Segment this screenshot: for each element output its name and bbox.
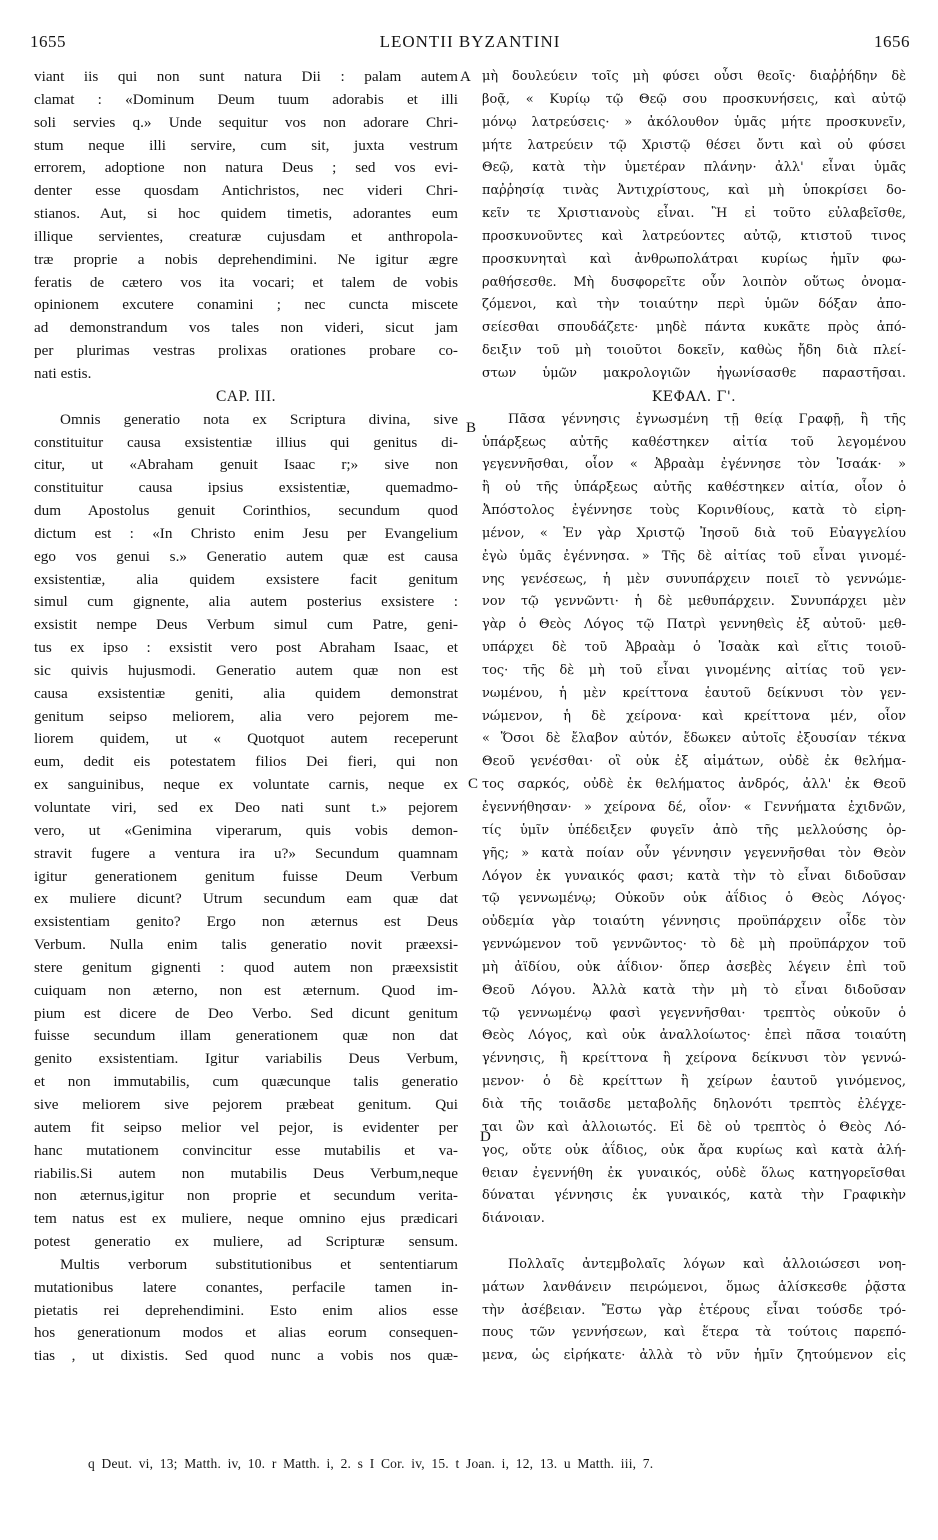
greek-text-line: διάνοιαν. <box>482 1211 545 1227</box>
latin-text-line: cuiquam non æterno, non est æternum. Quod im- <box>34 981 458 999</box>
greek-text-line: γῆς; » κατὰ ποίαν οὖν γέννησιν γεγεννῆσθαι τὸν Θεὸν <box>482 845 906 861</box>
greek-text-line: τῷ γεννωμένῳ φασὶ γεγεννῆσθαι· τρεπτὸς οὐκοῦν ὁ <box>482 1005 906 1021</box>
latin-text-line: ad demonstrandum vos tales non videri, sicut jam <box>34 319 458 337</box>
greek-text-line: τῷ γεννωμένῳ; Οὐκοῦν οὐκ ἀΐδιος ὁ Θεὸς Λόγος· <box>482 891 906 907</box>
footnotes: q Deut. vi, 13; Matth. iv, 10. r Matth. i, 2. s I Cor. iv, 15. t Joan. i, 12, 13. u Matth. iii, 7. <box>88 1456 654 1471</box>
latin-text-line: mutationibus latere conantes, perfacile tamen in- <box>34 1278 458 1296</box>
latin-text-line: viant iis qui non sunt natura Dii : palam autem <box>34 68 458 85</box>
greek-text-line: Θεοῦ Λόγου. Ἀλλὰ κατὰ τὴν μὴ τὸ εἶναι διδοῦσαν <box>482 982 906 998</box>
greek-text-line: μένον, « Ἐν γὰρ Χριστῷ Ἰησοῦ διὰ τοῦ Εὐαγγελίου <box>482 525 906 541</box>
latin-text-line: soli servies q.» Unde sequitur vos non adorare Chri- <box>34 113 458 131</box>
greek-text-line: « Ὅσοι δὲ ἔλαβον αὐτόν, ἔδωκεν αὐτοῖς ἐξουσίαν τέκνα <box>482 731 906 747</box>
greek-text-line: ὑπάρξεως αὐτῆς καθέστηκεν αἰτία τοῦ λεγομένου <box>482 434 906 450</box>
greek-text-line: γεννώμενον τοῦ γεννῶντος· τὸ δὲ μὴ προϋπάρχον τοῦ <box>482 937 906 953</box>
latin-text-line: ego vos genui s.» Generatio autem quæ est causa <box>34 547 458 565</box>
greek-text-line: νωμένου, ἡ μὲν κρείττονα ἑαυτοῦ δείκνυσι τὸν γεν- <box>482 685 906 701</box>
greek-text-line: υπάρχει δὲ τοῦ Ἀβραὰμ ὁ Ἰσαὰκ καὶ εἴτις τοιοῦ- <box>482 640 906 656</box>
latin-text-line: causa exsistentiæ geniti, alia quidem demonstrat <box>34 684 458 702</box>
greek-text-line: παῤῥησίᾳ τινὰς Ἀντιχρίστους, καὶ μὴ ὑποκρίσει δο- <box>482 183 906 199</box>
page-number-left: 1655 <box>30 32 66 51</box>
greek-text-line: θειαν ἐγεννήθη ἐκ γυναικός, οὐδὲ ὅλως κατηγορεῖσθαι <box>482 1165 906 1181</box>
greek-text-line: δειξιν τοῦ μὴ τοιοῦτοι δοκεῖν, καθὼς ἤδη διὰ πλεί- <box>482 343 906 359</box>
latin-text-line: eum, dedit eis potestatem filios Dei fieri, qui non <box>34 753 458 771</box>
latin-text-line: feratis de cætero vos ita vocari; et talem de vobis <box>34 273 458 291</box>
latin-text-line: fuisse secundum illam generationem quæ non dat <box>34 1027 458 1045</box>
greek-text-line: γεγεννῆσθαι, οἷον « Ἀβραὰμ ἐγέννησε τὸν Ἰσαάκ· » <box>482 457 906 473</box>
greek-text-line: γέννησις, ἢ κρείττονα ἢ χείρονα δείκνυσι τὸν γεννώ- <box>482 1051 906 1067</box>
greek-text-line: ζόμενοι, καὶ τὴν τοιαύτην περὶ ὑμῶν δόξαν ἀπο- <box>482 297 906 313</box>
latin-text-line: opinionem excutere conamini ; nec cuncta miscete <box>34 296 458 314</box>
latin-text-line: tias , ut dixistis. Sed quod nunc a vobis nos quæ- <box>34 1347 458 1365</box>
latin-text-line: tus ex ipso : exsistit vero post Abraham Isaac, et <box>34 639 458 657</box>
latin-text-line: citur, ut «Abraham genuit Isaac r;» sive non <box>34 456 458 474</box>
greek-text-line: βοᾷ, « Κυρίῳ τῷ Θεῷ σου προσκυνήσεις, καὶ αὐτῷ <box>482 91 906 107</box>
margin-letter-b: B <box>466 420 477 436</box>
latin-text-line: non æternus,igitur non proprie et secundum verita- <box>34 1187 458 1205</box>
greek-text-line: μενον· ὁ δὲ κρείττων ἢ χείρων ἑαυτοῦ γινόμενος, <box>482 1074 906 1090</box>
margin-letter-a: A <box>460 69 471 85</box>
greek-text-line: τὴν ἀσέβειαν. Ἔστω γὰρ ἑτέρους εἶναι τούσδε τρό- <box>482 1302 906 1318</box>
latin-text-line: illique servientes, creaturæ cujusdam et anthropola- <box>34 227 458 245</box>
latin-text-line: sive meliorem sive pejorem præbeat genitum. Qui <box>34 1095 458 1113</box>
greek-text-line: μὴ ἀϊδίου, οὐκ ἀΐδιον· ὅπερ ἀσεβὲς λέγειν ἐπὶ τοῦ <box>482 959 906 975</box>
greek-text-line: κεῖν τε Χριστιανοὺς εἶναι. Ἢ εἰ τοῦτο εὐλαβεῖσθε, <box>482 206 906 222</box>
latin-text-line: exsistentiæ, alia quidem exsistere facit genitum <box>34 570 458 588</box>
greek-text-line: Θεοῦ γενέσθαι· οἳ οὐκ ἐξ αἱμάτων, οὐδὲ ἐκ θελήμα- <box>482 754 906 770</box>
latin-text-line: dum Apostolus genuit Corinthios, secundum quod <box>34 502 458 520</box>
latin-text-line: potest generatio ex muliere, ad Scripturæ sensum. <box>34 1233 458 1251</box>
greek-text-line: Πολλαῖς ἀντεμβολαῖς λόγων καὶ ἀλλοιώσεσι νοη- <box>508 1256 906 1272</box>
greek-text-line: δύναται γέννησις ἐκ γυναικός, κατὰ τὴν Γραφικὴν <box>482 1188 906 1204</box>
latin-text-line: CAP. III. <box>215 387 277 405</box>
latin-text-line: exsistentiam genito? Ergo non æternus est Deus <box>34 913 458 931</box>
greek-text-line: πους τῶν γεννήσεων, καὶ ἕτερα τὰ τούτοις παρεπό- <box>482 1325 906 1341</box>
greek-text-line: Θεῷ, κατὰ τὴν ὑμετέραν πλάνην· ἀλλ' εἶναι ὑμᾶς <box>482 160 906 176</box>
latin-text-line: constituitur causa ipsius exsistentiæ, quemadmo- <box>34 479 458 497</box>
latin-text-line: Omnis generatio nota ex Scriptura divina, sive <box>60 410 458 428</box>
latin-text-line: denter esse quosdam Antichristos, nec videri Chri- <box>34 182 458 200</box>
latin-text-line: hanc mutationem convincitur esse mutabilis et va- <box>34 1141 458 1159</box>
greek-text-line <box>482 1231 906 1254</box>
latin-text-line: errorem, adoptione non natura Deus ; sed vos evi- <box>34 159 458 177</box>
latin-text-line: liorem quidem, ut « Quotquot autem receperunt <box>34 730 458 748</box>
latin-text-line: Verbum. Nulla enim talis generatio novit præexsi- <box>34 936 458 954</box>
page-number-right: 1656 <box>874 32 910 51</box>
latin-text-line: exsistit nempe Deus Verbum simul cum Patre, geni- <box>34 616 458 634</box>
greek-text-line: μάτων λανθάνειν πειρώμενοι, ὅμως ἁλίσκεσθε ῥᾷστα <box>482 1279 906 1295</box>
greek-text-line: τος σαρκός, οὐδὲ ἐκ θελήματος ἀνδρός, ἀλλ' ἐκ Θεοῦ <box>482 777 906 793</box>
greek-text-line: διὰ τῆς τοιᾶσδε μεταβολῆς δηλονότι τρεπτὸς ἐλέγχε- <box>482 1096 906 1112</box>
latin-text-line: pium est dicere de Deo Verbo. Sed dicunt genitum <box>34 1004 458 1022</box>
latin-text-line: stere genitum gignenti : quod autem non præexsistit <box>34 958 458 976</box>
margin-letter-d: D <box>480 1129 491 1145</box>
greek-text-line: νώμενον, ἡ δὲ χείρονα· καὶ κρείττονα μέν, οἷον <box>482 708 906 724</box>
greek-text-line: γὰρ ὁ Θεὸς Λόγος τῷ Πατρὶ γεννηθεὶς ἐξ αὐτοῦ· μεθ- <box>482 617 906 633</box>
latin-text-line: pietatis rei deprehendimini. Esto enim alios esse <box>34 1301 458 1319</box>
greek-text-line: νον τῷ γεννῶντι· ἡ δὲ μεθυπάρχειν. Συνυπάρχει μὲν <box>482 594 906 610</box>
latin-text-line: stianos. Aut, si hoc quidem timetis, adorantes eum <box>34 205 458 223</box>
margin-letter-c: C <box>468 776 479 792</box>
latin-text-line: per plurimas vestras prolixas orationes probare co- <box>34 342 458 360</box>
greek-text-line: ΚΕΦΑΛ. Γ'. <box>651 388 737 405</box>
greek-text-line: μενα, ὡς εἰρήκατε· ἀλλὰ τὸ νῦν ἡμῖν ζητούμενον εἰς <box>482 1348 906 1364</box>
greek-text-line: σείεσθαι σπουδάζετε· μηδὲ πάντα κυκᾶτε πρὸς ἀπό- <box>482 320 906 336</box>
greek-text-line: οὐδεμία γὰρ τοιαύτη γέννησις προϋπάρχειν οἶδε τὸν <box>482 914 906 930</box>
latin-text-line: vero, ut «Genimina viperarum, quis vobis demon- <box>34 821 458 839</box>
latin-text-line: Multis verborum substitutionibus et sententiarum <box>60 1255 458 1273</box>
latin-text-line: igitur generationem genitum fuisse Deum Verbum <box>34 867 458 885</box>
greek-text-line: νης γενέσεως, ἡ μὲν συνυπάρχειν ποιεῖ τὸ γεννώμε- <box>482 571 906 587</box>
latin-text-line: genitum seipso meliorem, alia vero pejorem me- <box>34 707 458 725</box>
greek-text-line: γος, οὔτε οὐκ ἀΐδιος, οὐκ ἄρα κυρίως καὶ κατὰ ἀλή- <box>482 1142 906 1158</box>
greek-text-line: ἐγὼ ὑμᾶς ἐγέννησα. » Τῆς δὲ αἰτίας τοῦ εἶναι γινομέ- <box>482 548 906 564</box>
latin-text-line: voluntate viri, sed ex Deo nati sunt t.» pejorem <box>34 799 458 816</box>
greek-text-line: μήτε λατρεύειν τῷ Χριστῷ θέσει ὄντι καὶ οὐ φύσει <box>482 137 906 153</box>
latin-text-line: constituitur causa exsistentiæ illius qui genitus di- <box>34 433 458 451</box>
latin-text-line: riabilis.Si autem non mutabilis Deus Verbum,neque <box>34 1164 458 1182</box>
greek-text-line: μόνῳ λατρεύσεις· » ἀκόλουθον ὑμᾶς μήτε προσκυνεῖν, <box>482 114 906 130</box>
greek-text-line: προσκυνηταὶ καὶ ἀνθρωπολάτραι κυρίως ἡμῖν φω- <box>482 251 906 267</box>
latin-text-line: stravit fugere a ventura ira u?» Secundum quamnam <box>34 844 458 862</box>
greek-text-line: Λόγον ἐκ γυναικός φασι; κατὰ τὴν τὸ εἶναι διδοῦσαν <box>482 868 906 884</box>
greek-text-line: ραθήσεσθε. Μὴ δυσφορεῖτε οὖν λοιπὸν οὕτως ὀνομα- <box>482 274 906 290</box>
greek-text-line: ἢ οὐ τῆς ὑπάρξεως αὐτῆς καθέστηκεν αἰτία, οἷον ὁ <box>482 480 906 496</box>
latin-text-line: træ proprie a nobis deprehendimini. Ne igitur ægre <box>34 250 458 268</box>
latin-text-line: sic quivis hujusmodi. Generatio autem quæ non est <box>34 661 458 679</box>
latin-text-line: ex sanguinibus, neque ex voluntate carnis, neque ex <box>34 776 458 794</box>
latin-column <box>34 66 458 1368</box>
greek-text-line: Πᾶσα γέννησις ἐγνωσμένη τῇ θείᾳ Γραφῇ, ἢ τῆς <box>508 411 906 427</box>
latin-text-line: clamat : «Dominum Deum tuum adorabis et illi <box>34 90 458 108</box>
greek-column <box>482 66 906 1368</box>
latin-text-line: tem natus est ex muliere, neque omnino ejus prædicari <box>34 1210 458 1228</box>
greek-text-line: Ἀπόστολος ἐγέννησε τοὺς Κορινθίους, κατὰ τὸ εἰρη- <box>482 503 906 519</box>
latin-text-line: stum neque illi servire, cum sit, juxta vestrum <box>34 136 458 154</box>
latin-text-line: ex muliere dicunt? Utrum secundum eam quæ dat <box>34 890 458 908</box>
latin-text-line: genito exsistentiam. Igitur variabilis Deus Verbum, <box>34 1050 458 1068</box>
running-title: LEONTII BYZANTINI <box>379 32 561 51</box>
greek-text-line: Θεὸς Λόγος, καὶ οὐκ ἀναλλοίωτος· ἐπεὶ πᾶσα τοιαύτη <box>482 1028 906 1044</box>
latin-text-line: nati estis. <box>34 364 92 382</box>
greek-text-line: ἐγεννήθησαν· » χείρονα δέ, οἷον· « Γεννήματα ἐχιδνῶν, <box>482 800 906 815</box>
latin-text-line: dictum est : «In Christo enim Jesu per Evangelium <box>34 524 458 542</box>
latin-text-line: hos generationum modos et alias eorum consequen- <box>34 1324 458 1342</box>
greek-text-line: τίς ὑμῖν ὑπέδειξεν φυγεῖν ἀπὸ τῆς μελλούσης ὀρ- <box>482 822 906 838</box>
greek-text-line: μὴ δουλεύειν τοῖς μὴ φύσει οὖσι θεοῖς· διαῤῥήδην δὲ <box>482 69 906 84</box>
latin-text-line: autem fit seipso melior vel pejor, is evidenter per <box>34 1118 458 1136</box>
latin-text-line: et non immutabilis, cum quæcunque talis generatio <box>34 1073 458 1091</box>
greek-text-line: ται ὢν καὶ ἀλλοιωτός. Εἰ δὲ οὐ τρεπτὸς ὁ Θεὸς Λό- <box>482 1119 906 1135</box>
latin-text-line: simul cum gignente, alia autem posterius exsistere : <box>34 593 458 611</box>
greek-text-line: τος· τῆς δὲ μὴ τοῦ εἶναι γινομένης αἰτίας τοῦ γεν- <box>482 662 906 678</box>
greek-text-line: προσκυνοῦντες καὶ λατρεύοντες αὐτῷ, κτιστοῦ τινος <box>482 228 906 244</box>
greek-text-line: στων ὑμῶν μακρολογιῶν ἠγωνίσασθε παραστῆσαι. <box>482 365 906 381</box>
page-header <box>30 32 910 62</box>
